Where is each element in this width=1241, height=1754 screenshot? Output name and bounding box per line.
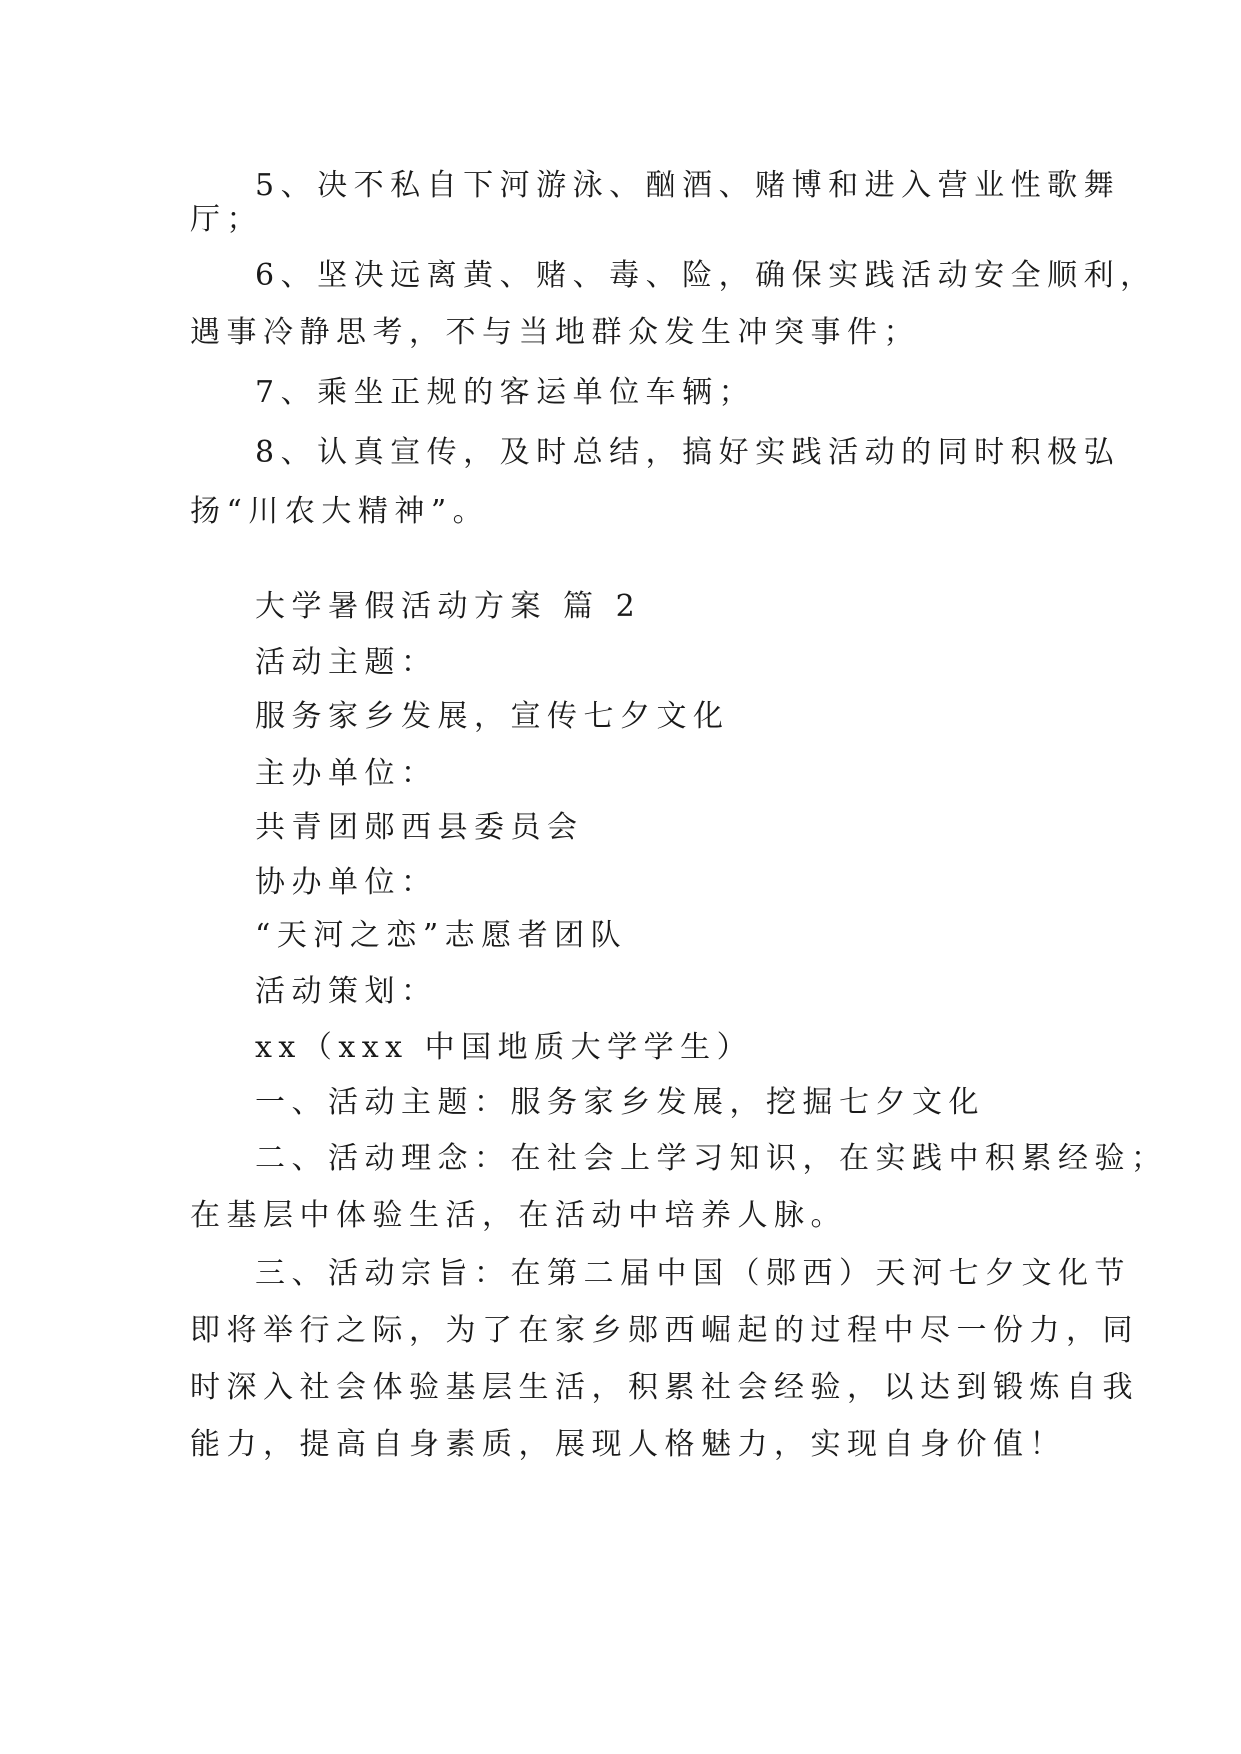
- host-label: 主办单位：: [255, 756, 438, 791]
- point-2-line-1: 二、活动理念：在社会上学习知识，在实践中积累经验；: [255, 1141, 1168, 1176]
- point-1: 一、活动主题：服务家乡发展，挖掘七夕文化: [255, 1085, 985, 1120]
- point-3-line-2: 即将举行之际，为了在家乡郧西崛起的过程中尽一份力，同: [190, 1313, 1139, 1348]
- point-3-line-1: 三、活动宗旨：在第二届中国（郧西）天河七夕文化节: [255, 1256, 1131, 1291]
- point-3-line-4: 能力，提高自身素质，展现人格魅力，实现自身价值！: [190, 1427, 1066, 1462]
- item-5-line-2: 厅；: [190, 202, 263, 237]
- planner-label: 活动策划：: [255, 974, 438, 1009]
- theme-label: 活动主题：: [255, 645, 438, 680]
- section-heading: 大学暑假活动方案 篇 2: [255, 589, 642, 624]
- co-organizer-value: “天河之恋”志愿者团队: [255, 918, 628, 953]
- item-6-line-2: 遇事冷静思考，不与当地群众发生冲突事件；: [190, 315, 920, 350]
- item-5-line-1: 5、决不私自下河游泳、酗酒、赌博和进入营业性歌舞: [255, 168, 1121, 203]
- host-value: 共青团郧西县委员会: [255, 810, 584, 845]
- item-6-line-1: 6、坚决远离黄、赌、毒、险，确保实践活动安全顺利，: [255, 258, 1157, 293]
- point-2-line-2: 在基层中体验生活，在活动中培养人脉。: [190, 1198, 847, 1233]
- theme-value: 服务家乡发展，宣传七夕文化: [255, 699, 730, 734]
- co-organizer-label: 协办单位：: [255, 865, 438, 900]
- item-8-line-2: 扬“川农大精神”。: [190, 494, 490, 529]
- item-8-line-1: 8、认真宣传，及时总结，搞好实践活动的同时积极弘: [255, 435, 1121, 470]
- point-3-line-3: 时深入社会体验基层生活，积累社会经验，以达到锻炼自我: [190, 1370, 1139, 1405]
- item-7: 7、乘坐正规的客运单位车辆；: [255, 375, 756, 410]
- planner-value: xx（xxx 中国地质大学学生）: [255, 1030, 754, 1065]
